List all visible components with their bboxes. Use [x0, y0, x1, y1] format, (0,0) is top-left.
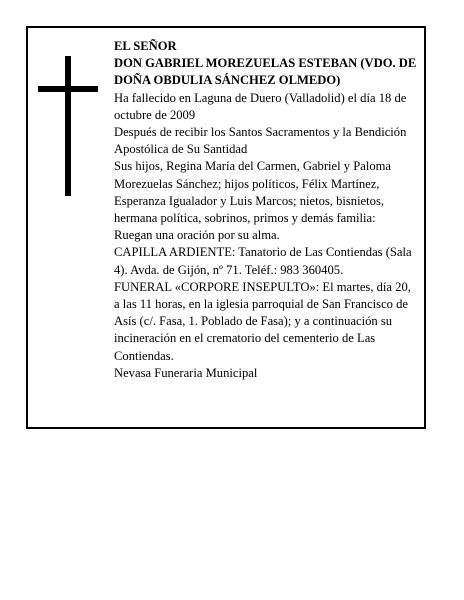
death-info: Ha fallecido en Laguna de Duero (Valladolid) el día 18 de octubre de 2009	[114, 90, 407, 122]
sacraments-info: Después de recibir los Santos Sacramentos y la Bendición Apostólica de Su Santidad	[114, 125, 407, 157]
chapel-info: CAPILLA ARDIENTE: Tanatorio de Las Contiendas (Sala 4). Avda. de Gijón, nº 71. Teléf.: 983 360405.	[114, 245, 412, 277]
latin-cross-icon	[38, 56, 98, 196]
deceased-name: DON GABRIEL MOREZUELAS ESTEBAN (VDO. DE DOÑA OBDULIA SÁNCHEZ OLMEDO)	[114, 56, 417, 88]
funeral-info: FUNERAL «CORPORE INSEPULTO»: El martes, día 20, a las 11 horas, en la iglesia parroquial de San Francisco de Asís (c/. Fasa, 1. Poblado de Fasa); y a continuación su incineración en el crematorio del cementerio de Las Contiendas.	[114, 279, 411, 363]
prayer-request: Ruegan una oración por su alma.	[114, 228, 280, 243]
cross-vertical-bar	[65, 56, 71, 196]
obituary-text	[114, 38, 419, 382]
funeral-home: Nevasa Funeraria Municipal	[114, 365, 258, 380]
honorific: EL SEÑOR	[114, 39, 177, 53]
cross-horizontal-bar	[38, 86, 98, 92]
family-list: Sus hijos, Regina María del Carmen, Gabriel y Paloma Morezuelas Sánchez; hijos políticos, Félix Martínez, Esperanza Igualador y Luis Marcos; nietos, bisnietos, hermana política, sobrinos, primos y demás familia:	[114, 159, 392, 226]
